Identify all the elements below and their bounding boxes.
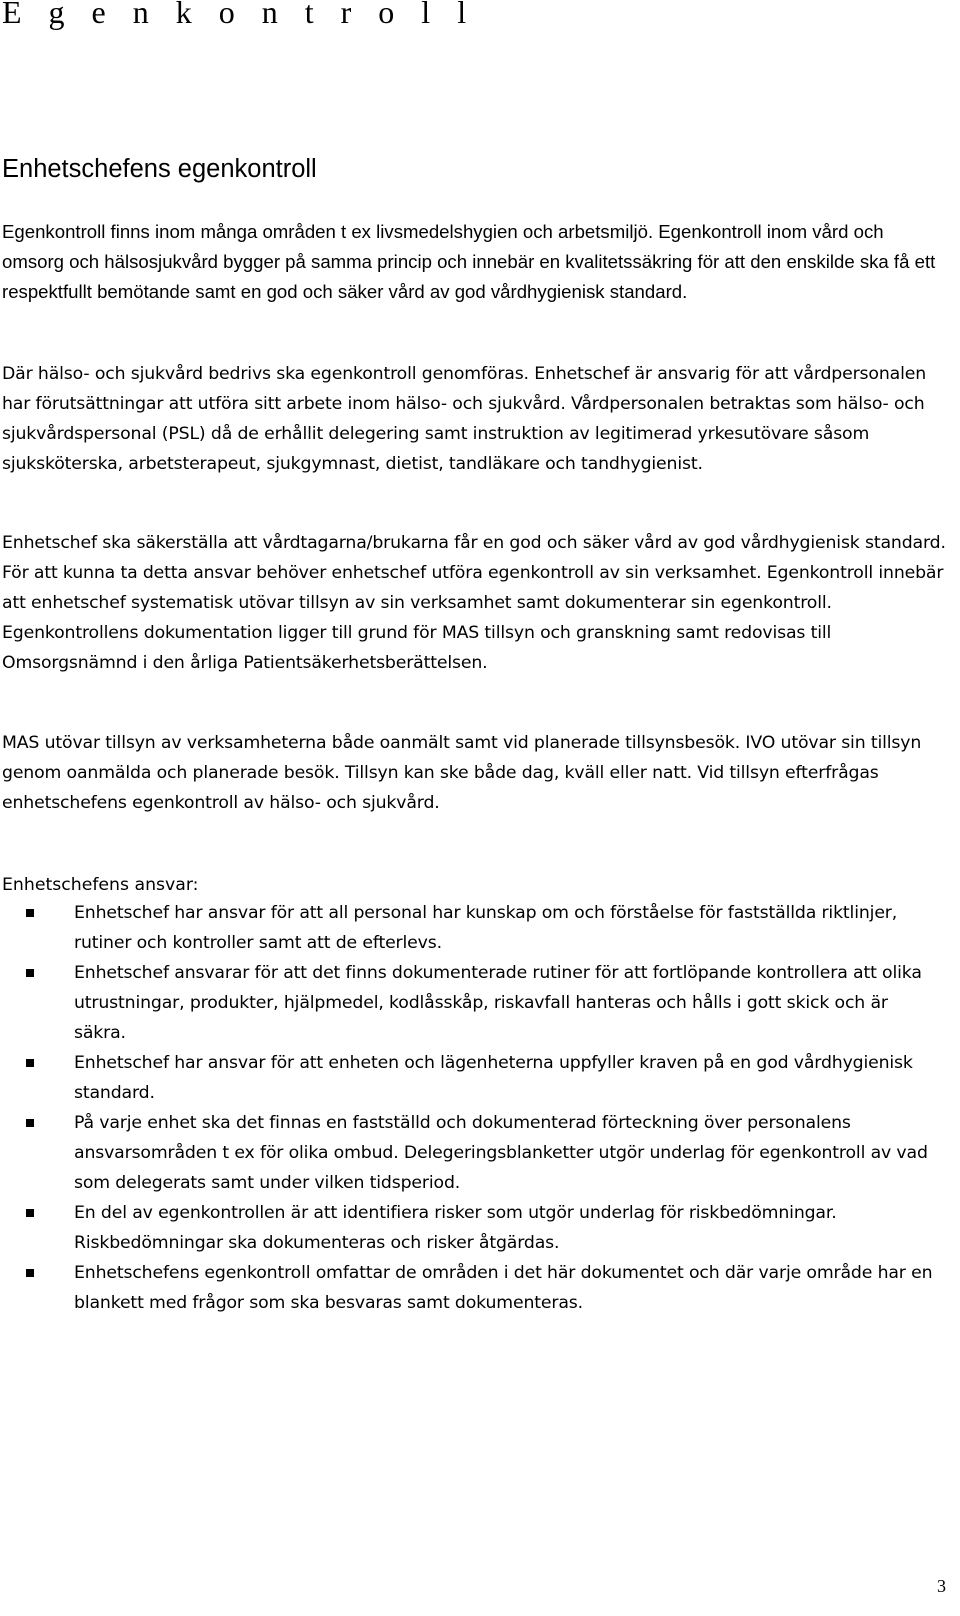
list-item-text: På varje enhet ska det finnas en fastställd och dokumenterad förteckning över personalens ansvarsområden t ex för olika ombud. Delegeringsblanketter utgör underlag för egenkontroll av vad som delegerats samt under vilken tidsperiod. <box>74 1113 928 1193</box>
section-heading: Enhetschefens egenkontroll <box>2 155 317 183</box>
list-item-text: Enhetschef ansvarar för att det finns dokumenterade rutiner för att fortlöpande kontrollera att olika utrustningar, produkter, hjälpmedel, kodlåsskåp, riskavfall hanteras och hålls i gott skick och är säkra. <box>74 963 922 1043</box>
square-bullet-icon <box>26 969 34 977</box>
list-item <box>0 1198 945 1258</box>
list-item <box>0 898 945 958</box>
list-item-text: En del av egenkontrollen är att identifiera risker som utgör underlag för riskbedömningar. Riskbedömningar ska dokumenteras och risker åtgärdas. <box>74 1203 837 1253</box>
square-bullet-icon <box>26 909 34 917</box>
square-bullet-icon <box>26 1209 34 1217</box>
square-bullet-icon <box>26 1059 34 1067</box>
list-item-text: Enhetschefens egenkontroll omfattar de områden i det här dokumentet och där varje område har en blankett med frågor som ska besvaras samt dokumenteras. <box>74 1263 933 1313</box>
square-bullet-icon <box>26 1269 34 1277</box>
list-item-text: Enhetschef har ansvar för att enheten och lägenheterna uppfyller kraven på en god vårdhygienisk standard. <box>74 1053 913 1103</box>
unit-manager-paragraph: Enhetschef ska säkerställa att vårdtagarna/brukarna får en god och säker vård av god vårdhygienisk standard. För att kunna ta detta ansvar behöver enhetschef utföra egenkontroll av sin verksamhet. Egenkontroll innebär att enhetschef systematisk utövar tillsyn av sin verksamhet samt dokumenterar sin egenkontroll. Egenkontrollens dokumentation ligger till grund för MAS tillsyn och granskning samt redovisas till Omsorgsnämnd i den årliga Patientsäkerhetsberättelsen. <box>2 533 946 673</box>
square-bullet-icon <box>26 1119 34 1127</box>
list-item <box>0 1048 945 1108</box>
list-item <box>0 1258 945 1318</box>
list-item <box>0 958 945 1048</box>
supervision-paragraph: MAS utövar tillsyn av verksamheterna både oanmält samt vid planerade tillsynsbesök. IVO utövar sin tillsyn genom oanmälda och planerade besök. Tillsyn kan ske både dag, kväll eller natt. Vid tillsyn efterfrågas enhetschefens egenkontroll av hälso- och sjukvård. <box>2 733 922 813</box>
document-title: E g e n k o n t r o l l <box>2 0 476 30</box>
healthcare-paragraph: Där hälso- och sjukvård bedrivs ska egenkontroll genomföras. Enhetschef är ansvarig för att vårdpersonalen har förutsättningar att utföra sitt arbete inom hälso- och sjukvård. Vårdpersonalen betraktas som hälso- och sjukvårdspersonal (PSL) då de erhållit delegering samt instruktion av legitimerad yrkesutövare såsom sjuksköterska, arbetsterapeut, sjukgymnast, dietist, tandläkare och tandhygienist. <box>2 364 927 474</box>
intro-paragraph: Egenkontroll finns inom många områden t ex livsmedelshygien och arbetsmiljö. Egenkontroll inom vård och omsorg och hälsosjukvård bygger på samma princip och innebär en kvalitetssäkring för att den enskilde ska få ett respektfullt bemötande samt en god och säker vård av god vårdhygienisk standard. <box>2 221 936 302</box>
list-item-text: Enhetschef har ansvar för att all personal har kunskap om och förståelse för fastställda riktlinjer, rutiner och kontroller samt att de efterlevs. <box>74 903 898 953</box>
responsibilities-list <box>0 898 945 1318</box>
list-item <box>0 1108 945 1198</box>
responsibilities-label: Enhetschefens ansvar: <box>2 875 199 895</box>
page-number: 3 <box>937 1576 946 1596</box>
